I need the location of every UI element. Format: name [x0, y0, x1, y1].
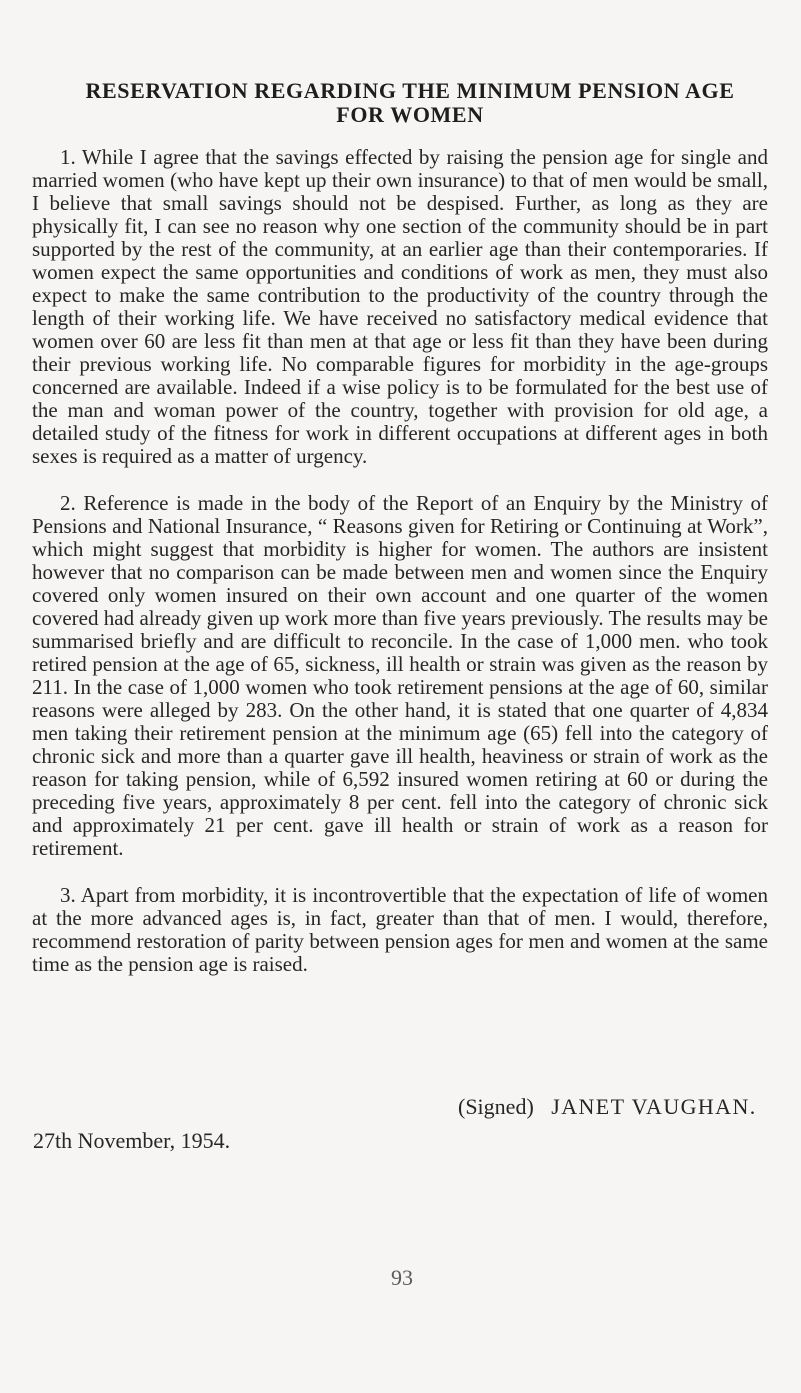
paragraph-3: 3. Apart from morbidity, it is incontrovertible that the expectation of life of women at the more advanced ages is, in fact, greater than that of men. I would, therefore, recommend restoration of parity between pension ages for men and women at the same time as the pension age is raised.	[32, 883, 768, 976]
document-body	[32, 146, 768, 1000]
document-title-line-1: RESERVATION REGARDING THE MINIMUM PENSION AGE	[85, 78, 735, 103]
document-date: 27th November, 1954.	[33, 1128, 231, 1153]
paragraph-2: 2. Reference is made in the body of the Report of an Enquiry by the Ministry of Pensions and National Insurance, “ Reasons given for Retiring or Continuing at Work”, which might suggest that morbidity is higher for women. The authors are insistent however that no comparison can be made between men and women since the Enquiry covered only women insured on their own account and one quarter of the women covered had already given up work more than five years previously. The results may be summarised briefly and are difficult to reconcile. In the case of 1,000 men. who took retired pension at the age of 65, sickness, ill health or strain was given as the reason by 211. In the case of 1,000 women who took retirement pensions at the age of 60, similar reasons were alleged by 283. On the other hand, it is stated that one quarter of 4,834 men taking their retirement pension at the minimum age (65) fell into the category of chronic sick and more than a quarter gave ill health, heaviness or strain of work as the reason for taking pension, while of 6,592 insured women retiring at 60 or during the preceding five years, approximately 8 per cent. fell into the category of chronic sick and approximately 21 per cent. gave ill health or strain of work as a reason for retirement.	[32, 491, 768, 860]
document-title-line-2: FOR WOMEN	[336, 102, 484, 127]
signature-block	[458, 1094, 757, 1120]
signed-prefix: (Signed)	[458, 1094, 534, 1119]
paragraph-1: 1. While I agree that the savings effected by raising the pension age for single and married women (who have kept up their own insurance) to that of men would be small, I believe that small savings should not be despised. Further, as long as they are physically fit, I can see no reason why one section of the community should be in part supported by the rest of the community, at an earlier age than their contemporaries. If women expect the same opportunities and conditions of work as men, they must also expect to make the same contribution to the productivity of the country through the length of their working life. We have received no satisfactory medical evidence that women over 60 are less fit than men at that age or less fit than they have been during their previous working life. No comparable figures for morbidity in the age-groups concerned are available. Indeed if a wise policy is to be formulated for the best use of the man and woman power of the country, together with provision for old age, a detailed study of the fitness for work in different occupations at different ages in both sexes is required as a matter of urgency.	[32, 145, 768, 468]
page-number: 93	[391, 1265, 413, 1290]
signer-name: JANET VAUGHAN.	[551, 1094, 757, 1119]
